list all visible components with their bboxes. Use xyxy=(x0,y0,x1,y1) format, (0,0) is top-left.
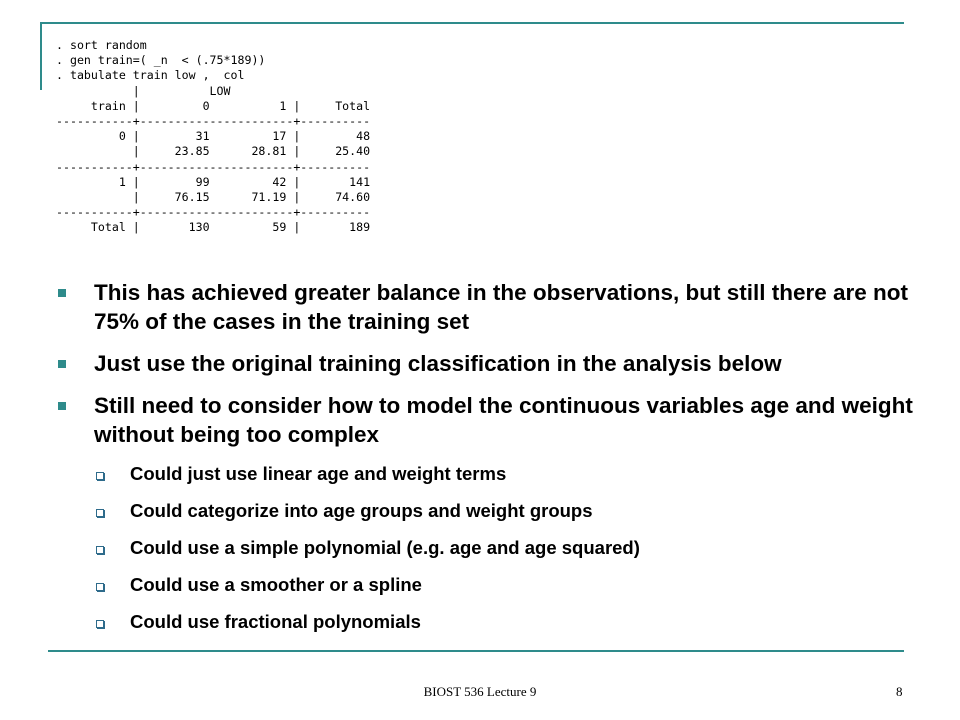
sub-bullet-item xyxy=(58,573,928,597)
sub-bullet-item xyxy=(58,536,928,560)
bullet-text: This has achieved greater balance in the observations, but still there are not 75% of the cases in the training set xyxy=(94,280,908,334)
hollow-square-bullet-icon xyxy=(96,546,104,554)
hollow-square-bullet-icon xyxy=(96,583,104,591)
square-bullet-icon xyxy=(58,360,66,368)
sub-bullet-text: Could categorize into age groups and weight groups xyxy=(130,500,593,521)
sub-bullet-item xyxy=(58,610,928,634)
bullet-item xyxy=(58,278,928,336)
left-rule xyxy=(40,22,42,90)
sub-bullet-text: Could use a simple polynomial (e.g. age and age squared) xyxy=(130,537,640,558)
square-bullet-icon xyxy=(58,289,66,297)
sub-bullet-item xyxy=(58,499,928,523)
sub-bullet-text: Could just use linear age and weight terms xyxy=(130,463,507,484)
hollow-square-bullet-icon xyxy=(96,509,104,517)
bullet-text: Still need to consider how to model the continuous variables age and weight without being too complex xyxy=(94,393,913,447)
bullet-list xyxy=(58,278,928,647)
bullet-item xyxy=(58,349,928,378)
sub-bullet-item xyxy=(58,462,928,486)
top-rule xyxy=(40,22,904,24)
footer-title: BIOST 536 Lecture 9 xyxy=(423,684,537,699)
hollow-square-bullet-icon xyxy=(96,620,104,628)
bullet-item xyxy=(58,391,928,449)
square-bullet-icon xyxy=(58,402,66,410)
page-number: 8 xyxy=(896,684,903,699)
bullet-text: Just use the original training classification in the analysis below xyxy=(94,351,782,376)
sub-bullet-text: Could use fractional polynomials xyxy=(130,611,421,632)
sub-bullet-text: Could use a smoother or a spline xyxy=(130,574,422,595)
stata-output: . sort random . gen train=( _n < (.75*189)) . tabulate train low , col | LOW train | 0 1 | Total -----------+----------------------+---------- 0 | 31 17 | 48 | 23.85 28.81 | 25.40 -----------+----------------------+---------- 1 | 99 42 | 141 | 76.15 71.19 | 74.60 -----------+----------------------+---------- Total | 130 59 | 189 xyxy=(56,38,371,235)
bottom-rule xyxy=(48,650,904,652)
hollow-square-bullet-icon xyxy=(96,472,104,480)
